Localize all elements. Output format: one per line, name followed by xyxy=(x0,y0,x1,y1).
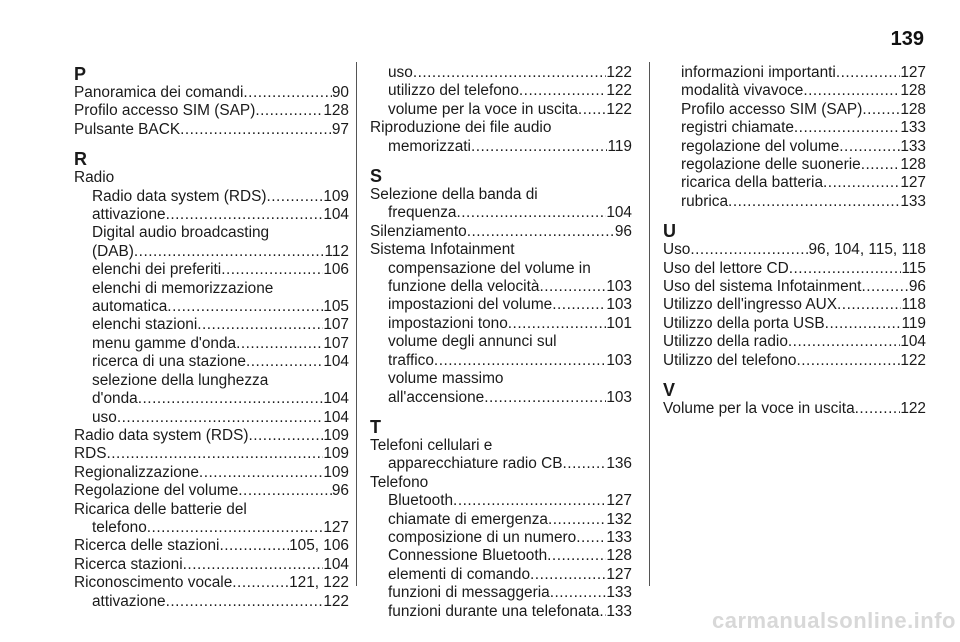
index-entry-label: elenchi dei preferiti xyxy=(92,261,222,279)
dot-leader xyxy=(236,335,323,353)
index-entry-label: informazioni importanti xyxy=(681,64,836,81)
dot-leader xyxy=(548,511,606,529)
index-heading: Radio xyxy=(74,169,115,187)
dot-leader xyxy=(519,82,606,100)
index-entry xyxy=(663,241,926,259)
index-entry-pages: 128 xyxy=(900,100,926,118)
index-entry-label: frequenza xyxy=(388,204,457,222)
index-entry-pages: 96 xyxy=(331,482,349,500)
dot-leader xyxy=(599,603,606,621)
index-entry-pages: 133 xyxy=(900,119,926,137)
index-entry-pages: 128 xyxy=(323,102,349,120)
index-entry xyxy=(663,64,926,82)
index-entry-label: Radio data system (RDS) xyxy=(92,187,267,205)
index-entry xyxy=(370,315,632,333)
index-entry xyxy=(663,156,926,174)
dot-leader xyxy=(456,204,606,222)
dot-leader xyxy=(789,260,902,278)
index-entry-label: Regolazione del volume xyxy=(74,482,239,500)
index-entry xyxy=(370,278,632,296)
index-entry-label: Panoramica dei comandi xyxy=(74,84,244,101)
index-entry-label: attivazione xyxy=(92,206,166,224)
index-entry-pages: 105 xyxy=(323,298,349,316)
index-entry-label: composizione di un numero xyxy=(388,528,577,546)
dot-leader xyxy=(266,188,323,206)
index-entry-pages: 119 xyxy=(607,137,632,155)
dot-leader xyxy=(434,352,606,370)
index-entry xyxy=(370,101,632,119)
index-entry-label: memorizzati xyxy=(388,137,471,155)
index-entry-label: Radio data system (RDS) xyxy=(74,426,249,444)
dot-leader xyxy=(576,529,606,547)
index-entry xyxy=(370,64,632,82)
index-entry xyxy=(74,84,349,102)
index-entry xyxy=(74,556,349,574)
index-entry-label: traffico xyxy=(388,351,434,369)
index-entry xyxy=(370,138,632,156)
index-entry-label: telefono xyxy=(92,518,147,536)
dot-leader xyxy=(823,174,900,192)
index-entry-pages: 101 xyxy=(606,314,632,332)
index-entry-label: funzioni di messaggeria xyxy=(388,584,550,602)
index-entry-pages: 109 xyxy=(323,463,349,481)
index-entry-pages: 127 xyxy=(900,64,926,81)
dot-leader xyxy=(837,296,901,314)
index-entry xyxy=(74,353,349,371)
dot-leader xyxy=(839,138,900,156)
index-entry xyxy=(74,574,349,592)
index-entry-pages: 118 xyxy=(901,296,926,314)
index-entry-label: Bluetooth xyxy=(388,492,454,510)
dot-leader xyxy=(232,574,289,592)
index-entry-label: volume per la voce in uscita xyxy=(388,100,578,118)
index-entry-label: ricarica della batteria xyxy=(681,174,824,192)
index-entry-pages: 104 xyxy=(323,353,349,371)
index-letter-heading: V xyxy=(663,380,676,401)
dot-leader xyxy=(248,427,323,445)
index-letter-heading: U xyxy=(663,221,676,242)
index-entry-pages: 122 xyxy=(323,592,349,610)
dot-leader xyxy=(453,492,606,510)
index-entry xyxy=(370,511,632,529)
dot-leader xyxy=(862,101,900,119)
index-entry xyxy=(74,519,349,537)
index-entry-pages: 104 xyxy=(323,555,349,573)
index-entry-pages: 96, 104, 115, 118 xyxy=(808,241,926,259)
watermark: carmanualsonline.info xyxy=(712,608,956,633)
index-entry-label: menu gamme d'onda xyxy=(92,334,237,352)
index-entry-pages: 112 xyxy=(324,242,349,260)
index-column-2 xyxy=(370,64,632,621)
dot-leader xyxy=(508,315,607,333)
index-entry-label: RDS xyxy=(74,445,107,463)
index-entry-pages: 119 xyxy=(901,314,926,332)
index-entry-label: utilizzo del telefono xyxy=(388,82,519,100)
dot-leader xyxy=(547,547,606,565)
index-entry-label: elementi di comando xyxy=(388,565,531,583)
dot-leader xyxy=(825,315,902,333)
index-entry-label: Utilizzo dell'ingresso AUX xyxy=(663,296,838,314)
dot-leader xyxy=(484,389,606,407)
index-entry-label: all'accensione xyxy=(388,388,485,406)
index-entry xyxy=(663,333,926,351)
index-entry xyxy=(74,261,349,279)
index-entry xyxy=(663,260,926,278)
index-entry-label: Uso xyxy=(663,241,691,259)
dot-leader xyxy=(413,64,606,82)
index-entry-pages: 128 xyxy=(606,547,632,565)
index-entry-label: uso xyxy=(92,408,117,426)
dot-leader xyxy=(238,482,332,500)
index-entry xyxy=(74,298,349,316)
index-heading: Ricarica delle batterie del xyxy=(74,500,247,518)
index-entry xyxy=(74,427,349,445)
index-entry xyxy=(74,188,349,206)
dot-leader xyxy=(836,64,900,82)
index-entry-pages: 133 xyxy=(606,528,632,546)
dot-leader xyxy=(794,119,900,137)
dot-leader xyxy=(539,278,606,296)
index-entry-label: registri chiamate xyxy=(681,119,794,137)
index-entry-label: Profilo accesso SIM (SAP) xyxy=(74,102,256,120)
index-entry xyxy=(663,174,926,192)
dot-leader xyxy=(246,353,323,371)
index-column-1 xyxy=(74,64,349,611)
index-entry-label: Profilo accesso SIM (SAP) xyxy=(681,100,863,118)
index-letter-heading: T xyxy=(370,416,381,437)
index-entry-label: Utilizzo della radio xyxy=(663,333,788,351)
index-heading: Telefono xyxy=(370,473,429,491)
index-entry-label: Utilizzo del telefono xyxy=(663,351,797,369)
index-entry-label: elenchi stazioni xyxy=(92,316,198,334)
index-heading: selezione della lunghezza xyxy=(92,371,269,389)
index-entry-pages: 115 xyxy=(901,259,926,277)
index-entry xyxy=(663,82,926,100)
index-entry-pages: 109 xyxy=(323,426,349,444)
index-entry-pages: 128 xyxy=(900,82,926,100)
index-entry-label: impostazioni del volume xyxy=(388,296,553,314)
index-entry-label: modalità vivavoce xyxy=(681,82,804,100)
index-entry-label: Ricerca delle stazioni xyxy=(74,537,220,555)
index-entry-pages: 104 xyxy=(900,333,926,351)
index-entry xyxy=(74,121,349,139)
index-entry xyxy=(370,352,632,370)
index-entry-pages: 122 xyxy=(606,64,632,81)
dot-leader xyxy=(243,84,331,102)
index-entry xyxy=(370,547,632,565)
index-entry xyxy=(74,482,349,500)
dot-leader xyxy=(180,121,332,139)
index-entry xyxy=(663,296,926,314)
index-entry xyxy=(370,492,632,510)
index-entry-label: Silenziamento xyxy=(370,222,467,240)
index-heading: Digital audio broadcasting xyxy=(92,224,270,242)
dot-leader xyxy=(167,298,323,316)
dot-leader xyxy=(199,464,323,482)
index-entry xyxy=(74,316,349,334)
index-entry xyxy=(370,204,632,222)
dot-leader xyxy=(221,261,323,279)
index-entry xyxy=(74,464,349,482)
index-entry-label: rubrica xyxy=(681,192,729,210)
index-entry-pages: 127 xyxy=(606,565,632,583)
index-entry-pages: 106 xyxy=(323,261,349,279)
page-number: 139 xyxy=(890,28,924,50)
dot-leader xyxy=(147,519,324,537)
dot-leader xyxy=(855,400,901,418)
index-heading: Telefoni cellulari e xyxy=(370,436,493,454)
index-entry-label: uso xyxy=(388,64,413,81)
dot-leader xyxy=(550,584,607,602)
index-entry-pages: 122 xyxy=(900,400,926,418)
index-entry-label: Volume per la voce in uscita xyxy=(663,400,855,418)
dot-leader xyxy=(530,566,606,584)
index-entry-pages: 90 xyxy=(331,84,349,101)
index-entry xyxy=(370,82,632,100)
index-entry-pages: 133 xyxy=(606,584,632,602)
dot-leader xyxy=(107,445,324,463)
dot-leader xyxy=(134,243,325,261)
index-entry xyxy=(663,315,926,333)
index-letter-heading: P xyxy=(74,64,87,84)
index-letter-heading: R xyxy=(74,149,87,170)
dot-leader xyxy=(197,316,323,334)
index-heading: volume massimo xyxy=(388,370,504,388)
index-entry-pages: 105, 106 xyxy=(289,537,349,555)
index-entry xyxy=(370,584,632,602)
index-entry-pages: 104 xyxy=(323,206,349,224)
index-entry-pages: 107 xyxy=(323,334,349,352)
index-entry-pages: 104 xyxy=(606,204,632,222)
index-entry xyxy=(370,389,632,407)
index-entry-pages: 136 xyxy=(606,455,632,473)
index-heading: Riproduzione dei file audio xyxy=(370,119,552,137)
index-entry-pages: 103 xyxy=(606,388,632,406)
index-entry-pages: 127 xyxy=(900,174,926,192)
index-entry-pages: 128 xyxy=(900,156,926,174)
index-entry-pages: 122 xyxy=(900,351,926,369)
dot-leader xyxy=(219,537,289,555)
index-entry-pages: 96 xyxy=(908,278,926,296)
index-entry-label: chiamate di emergenza xyxy=(388,510,548,528)
dot-leader xyxy=(861,278,908,296)
index-entry xyxy=(74,206,349,224)
index-entry-pages: 107 xyxy=(323,316,349,334)
index-entry-pages: 103 xyxy=(606,351,632,369)
index-entry-pages: 133 xyxy=(606,602,632,620)
index-entry-label: Pulsante BACK xyxy=(74,120,181,138)
dot-leader xyxy=(563,455,607,473)
dot-leader xyxy=(117,409,323,427)
index-entry-label: Riconoscimento vocale xyxy=(74,574,233,592)
index-entry-label: impostazioni tono xyxy=(388,314,508,332)
index-entry xyxy=(663,400,926,418)
dot-leader xyxy=(183,556,324,574)
index-entry-pages: 109 xyxy=(323,445,349,463)
index-entry-label: Ricerca stazioni xyxy=(74,555,183,573)
index-entry-label: Regionalizzazione xyxy=(74,463,199,481)
index-entry-label: ricerca di una stazione xyxy=(92,353,246,371)
dot-leader xyxy=(166,206,324,224)
index-entry-label: Uso del lettore CD xyxy=(663,259,789,277)
dot-leader xyxy=(728,193,900,211)
index-entry xyxy=(74,243,349,261)
index-entry xyxy=(370,529,632,547)
index-entry xyxy=(370,296,632,314)
dot-leader xyxy=(467,223,615,241)
dot-leader xyxy=(796,352,900,370)
index-entry-label: regolazione delle suonerie xyxy=(681,156,861,174)
index-entry xyxy=(74,390,349,408)
index-entry xyxy=(74,445,349,463)
index-entry-label: d'onda xyxy=(92,390,138,408)
dot-leader xyxy=(255,102,323,120)
dot-leader xyxy=(471,138,608,156)
index-entry-label: Uso del sistema Infotainment xyxy=(663,278,862,296)
index-entry xyxy=(370,223,632,241)
dot-leader xyxy=(690,241,808,259)
index-entry xyxy=(370,603,632,621)
index-entry xyxy=(74,409,349,427)
index-entry-label: Utilizzo della porta USB xyxy=(663,314,825,332)
index-entry-pages: 103 xyxy=(606,278,632,296)
index-entry xyxy=(74,102,349,120)
index-entry-pages: 127 xyxy=(606,492,632,510)
dot-leader xyxy=(578,101,606,119)
dot-leader xyxy=(788,333,900,351)
index-entry-pages: 122 xyxy=(606,100,632,118)
index-entry-pages: 133 xyxy=(900,192,926,210)
index-entry-pages: 96 xyxy=(614,222,632,240)
index-entry-pages: 127 xyxy=(323,518,349,536)
index-entry xyxy=(663,278,926,296)
dot-leader xyxy=(803,82,900,100)
index-entry-label: attivazione xyxy=(92,592,166,610)
index-heading: Selezione della banda di xyxy=(370,186,538,204)
index-entry xyxy=(663,138,926,156)
index-letter-heading: S xyxy=(370,166,383,187)
index-entry-pages: 104 xyxy=(323,390,349,408)
index-heading: volume degli annunci sul xyxy=(388,333,557,351)
index-entry xyxy=(74,593,349,611)
index-column-3 xyxy=(663,64,926,419)
dot-leader xyxy=(138,390,324,408)
index-entry-label: regolazione del volume xyxy=(681,137,840,155)
column-divider xyxy=(356,62,357,586)
index-entry xyxy=(370,455,632,473)
index-heading: compensazione del volume in xyxy=(388,259,591,277)
index-heading: Sistema Infotainment xyxy=(370,241,515,259)
index-entry xyxy=(663,119,926,137)
index-entry-pages: 97 xyxy=(331,120,349,138)
index-entry-label: funzione della velocità xyxy=(388,278,540,296)
index-entry-label: automatica xyxy=(92,298,168,316)
index-entry xyxy=(663,193,926,211)
index-entry-pages: 109 xyxy=(323,187,349,205)
index-entry-label: Connessione Bluetooth xyxy=(388,547,548,565)
index-entry-label: apparecchiature radio CB xyxy=(388,455,563,473)
dot-leader xyxy=(166,593,324,611)
index-entry-pages: 121, 122 xyxy=(289,574,349,592)
dot-leader xyxy=(861,156,901,174)
index-entry xyxy=(370,566,632,584)
index-entry-pages: 132 xyxy=(606,510,632,528)
column-divider xyxy=(649,62,650,586)
index-entry-pages: 103 xyxy=(606,296,632,314)
index-heading: elenchi di memorizzazione xyxy=(92,279,274,297)
index-entry-label: (DAB) xyxy=(92,242,134,260)
index-entry-pages: 133 xyxy=(900,137,926,155)
index-entry-pages: 122 xyxy=(606,82,632,100)
index-entry xyxy=(74,335,349,353)
dot-leader xyxy=(552,296,606,314)
index-entry xyxy=(663,352,926,370)
index-entry xyxy=(74,537,349,555)
index-entry-pages: 104 xyxy=(323,408,349,426)
index-entry-label: funzioni durante una telefonata xyxy=(388,602,600,620)
index-entry xyxy=(663,101,926,119)
